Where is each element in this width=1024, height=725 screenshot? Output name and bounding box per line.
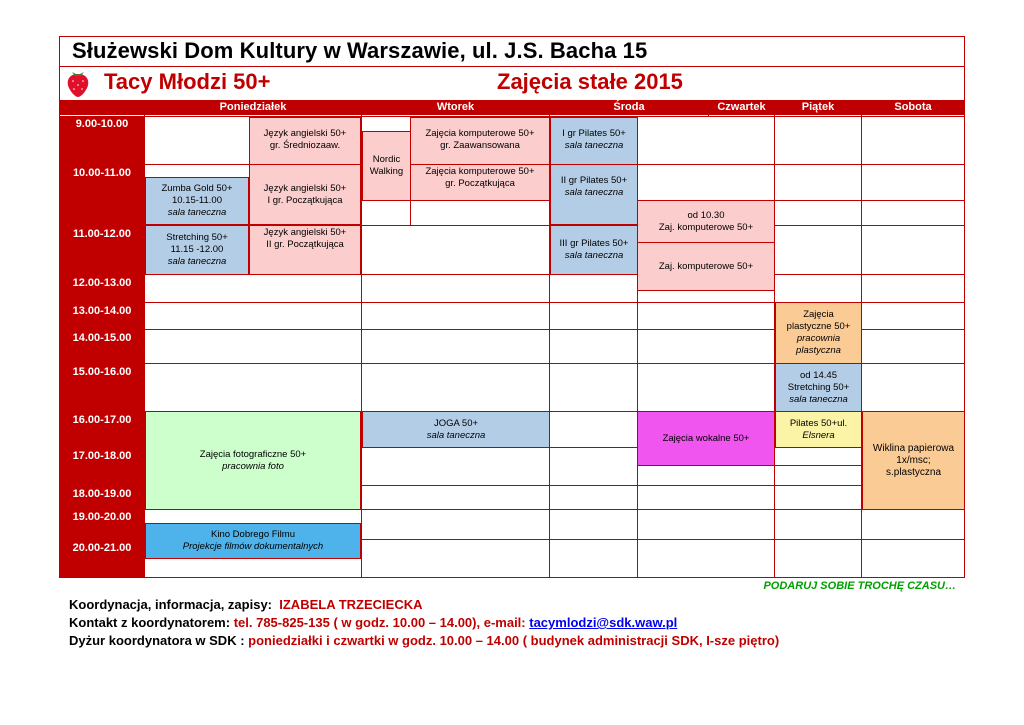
schedule-subtitle: Zajęcia stałe 2015 (497, 69, 683, 94)
class-pilates-group-2: II gr Pilates 50+ sala taneczna (550, 164, 638, 225)
strawberry-logo-icon (64, 68, 92, 98)
contact-details: tel. 785-825-135 ( w godz. 10.00 – 14.00), e-mail: (233, 615, 526, 630)
day-header-tuesday: Wtorek (362, 100, 549, 115)
time-slot: 10.00-11.00 (72, 167, 132, 179)
contact-label: Kontakt z koordynatorem: (69, 615, 231, 630)
coordination-label: Koordynacja, informacja, zapisy: (69, 597, 273, 612)
time-slot: 14.00-15.00 (72, 332, 132, 344)
class-documentary-cinema: Kino Dobrego Filmu Projekcje filmów dokumentalnych (145, 523, 361, 559)
class-computer-thursday-1: od 10.30 Zaj. komputerowe 50+ (637, 200, 775, 243)
email-link[interactable]: tacymlodzi@sdk.waw.pl (529, 615, 678, 630)
class-pilates-group-3: III gr Pilates 50+ sala taneczna (550, 225, 638, 275)
day-header-friday: Piątek (775, 100, 861, 115)
header-blank (60, 100, 144, 115)
time-column (60, 116, 144, 577)
time-slot: 17.00-18.00 (72, 450, 132, 462)
time-slot: 13.00-14.00 (72, 305, 132, 317)
class-pilates-friday: Pilates 50+ul. Elsnera (775, 411, 862, 448)
slogan: PODARUJ SOBIE TROCHĘ CZASU… (763, 580, 956, 592)
class-english-intermediate: Język angielski 50+ gr. Średniozaaw. (249, 117, 361, 165)
program-name: Tacy Młodzi 50+ (104, 69, 271, 94)
class-stretching-monday: Stretching 50+ 11.15 -12.00 sala taneczna (145, 225, 249, 275)
time-slot: 20.00-21.00 (72, 542, 132, 554)
class-yoga: JOGA 50+ sala taneczna (362, 411, 550, 448)
class-computer-advanced: Zajęcia komputerowe 50+ gr. Zaawansowana (410, 117, 550, 165)
class-photography: Zajęcia fotograficzne 50+ pracownia foto (145, 411, 361, 510)
contact-line (69, 615, 677, 630)
page-title: Służewski Dom Kultury w Warszawie, ul. J.S. Bacha 15 (72, 38, 648, 63)
class-stretching-friday: od 14.45 Stretching 50+ sala taneczna (775, 363, 862, 412)
day-header-monday: Poniedziałek (145, 100, 361, 115)
class-english-beginner-1: Język angielski 50+ I gr. Początkująca (249, 164, 361, 225)
class-pilates-group-1: I gr Pilates 50+ sala taneczna (550, 117, 638, 165)
grid-line (708, 100, 709, 116)
coordination-line (69, 597, 423, 612)
time-slot: 9.00-10.00 (75, 118, 129, 130)
class-computer-beginner: Zajęcia komputerowe 50+ gr. Początkująca (410, 164, 550, 201)
class-vocal: Zajęcia wokalne 50+ (637, 411, 775, 466)
class-zumba-gold: Zumba Gold 50+ 10.15-11.00 sala taneczna (145, 177, 249, 225)
duty-line (69, 633, 779, 648)
title-divider (59, 66, 965, 67)
time-slot: 12.00-13.00 (72, 277, 132, 289)
time-slot: 18.00-19.00 (72, 488, 132, 500)
day-header-saturday: Sobota (862, 100, 964, 115)
class-computer-thursday-2: Zaj. komputerowe 50+ (637, 242, 775, 291)
class-art-friday: Zajęcia plastyczne 50+ pracownia plastyczna (775, 302, 862, 364)
time-slot: 15.00-16.00 (72, 366, 132, 378)
class-nordic-walking: Nordic Walking (362, 131, 411, 201)
duty-details: poniedziałki i czwartki w godz. 10.00 – 14.00 ( budynek administracji SDK, I-sze piętro) (248, 633, 780, 648)
day-header-wednesday: Środa (550, 100, 708, 115)
duty-label: Dyżur koordynatora w SDK : (69, 633, 245, 648)
class-english-beginner-2: Język angielski 50+ II gr. Początkująca (249, 225, 361, 275)
time-slot: 11.00-12.00 (72, 228, 132, 240)
time-slot: 19.00-20.00 (72, 511, 132, 523)
time-slot: 16.00-17.00 (72, 414, 132, 426)
class-paper-wicker: Wiklina papierowa 1x/msc; s.plastyczna (862, 411, 965, 510)
coordinator-name: IZABELA TRZECIECKA (279, 597, 423, 612)
day-header-thursday: Czwartek (709, 100, 774, 115)
